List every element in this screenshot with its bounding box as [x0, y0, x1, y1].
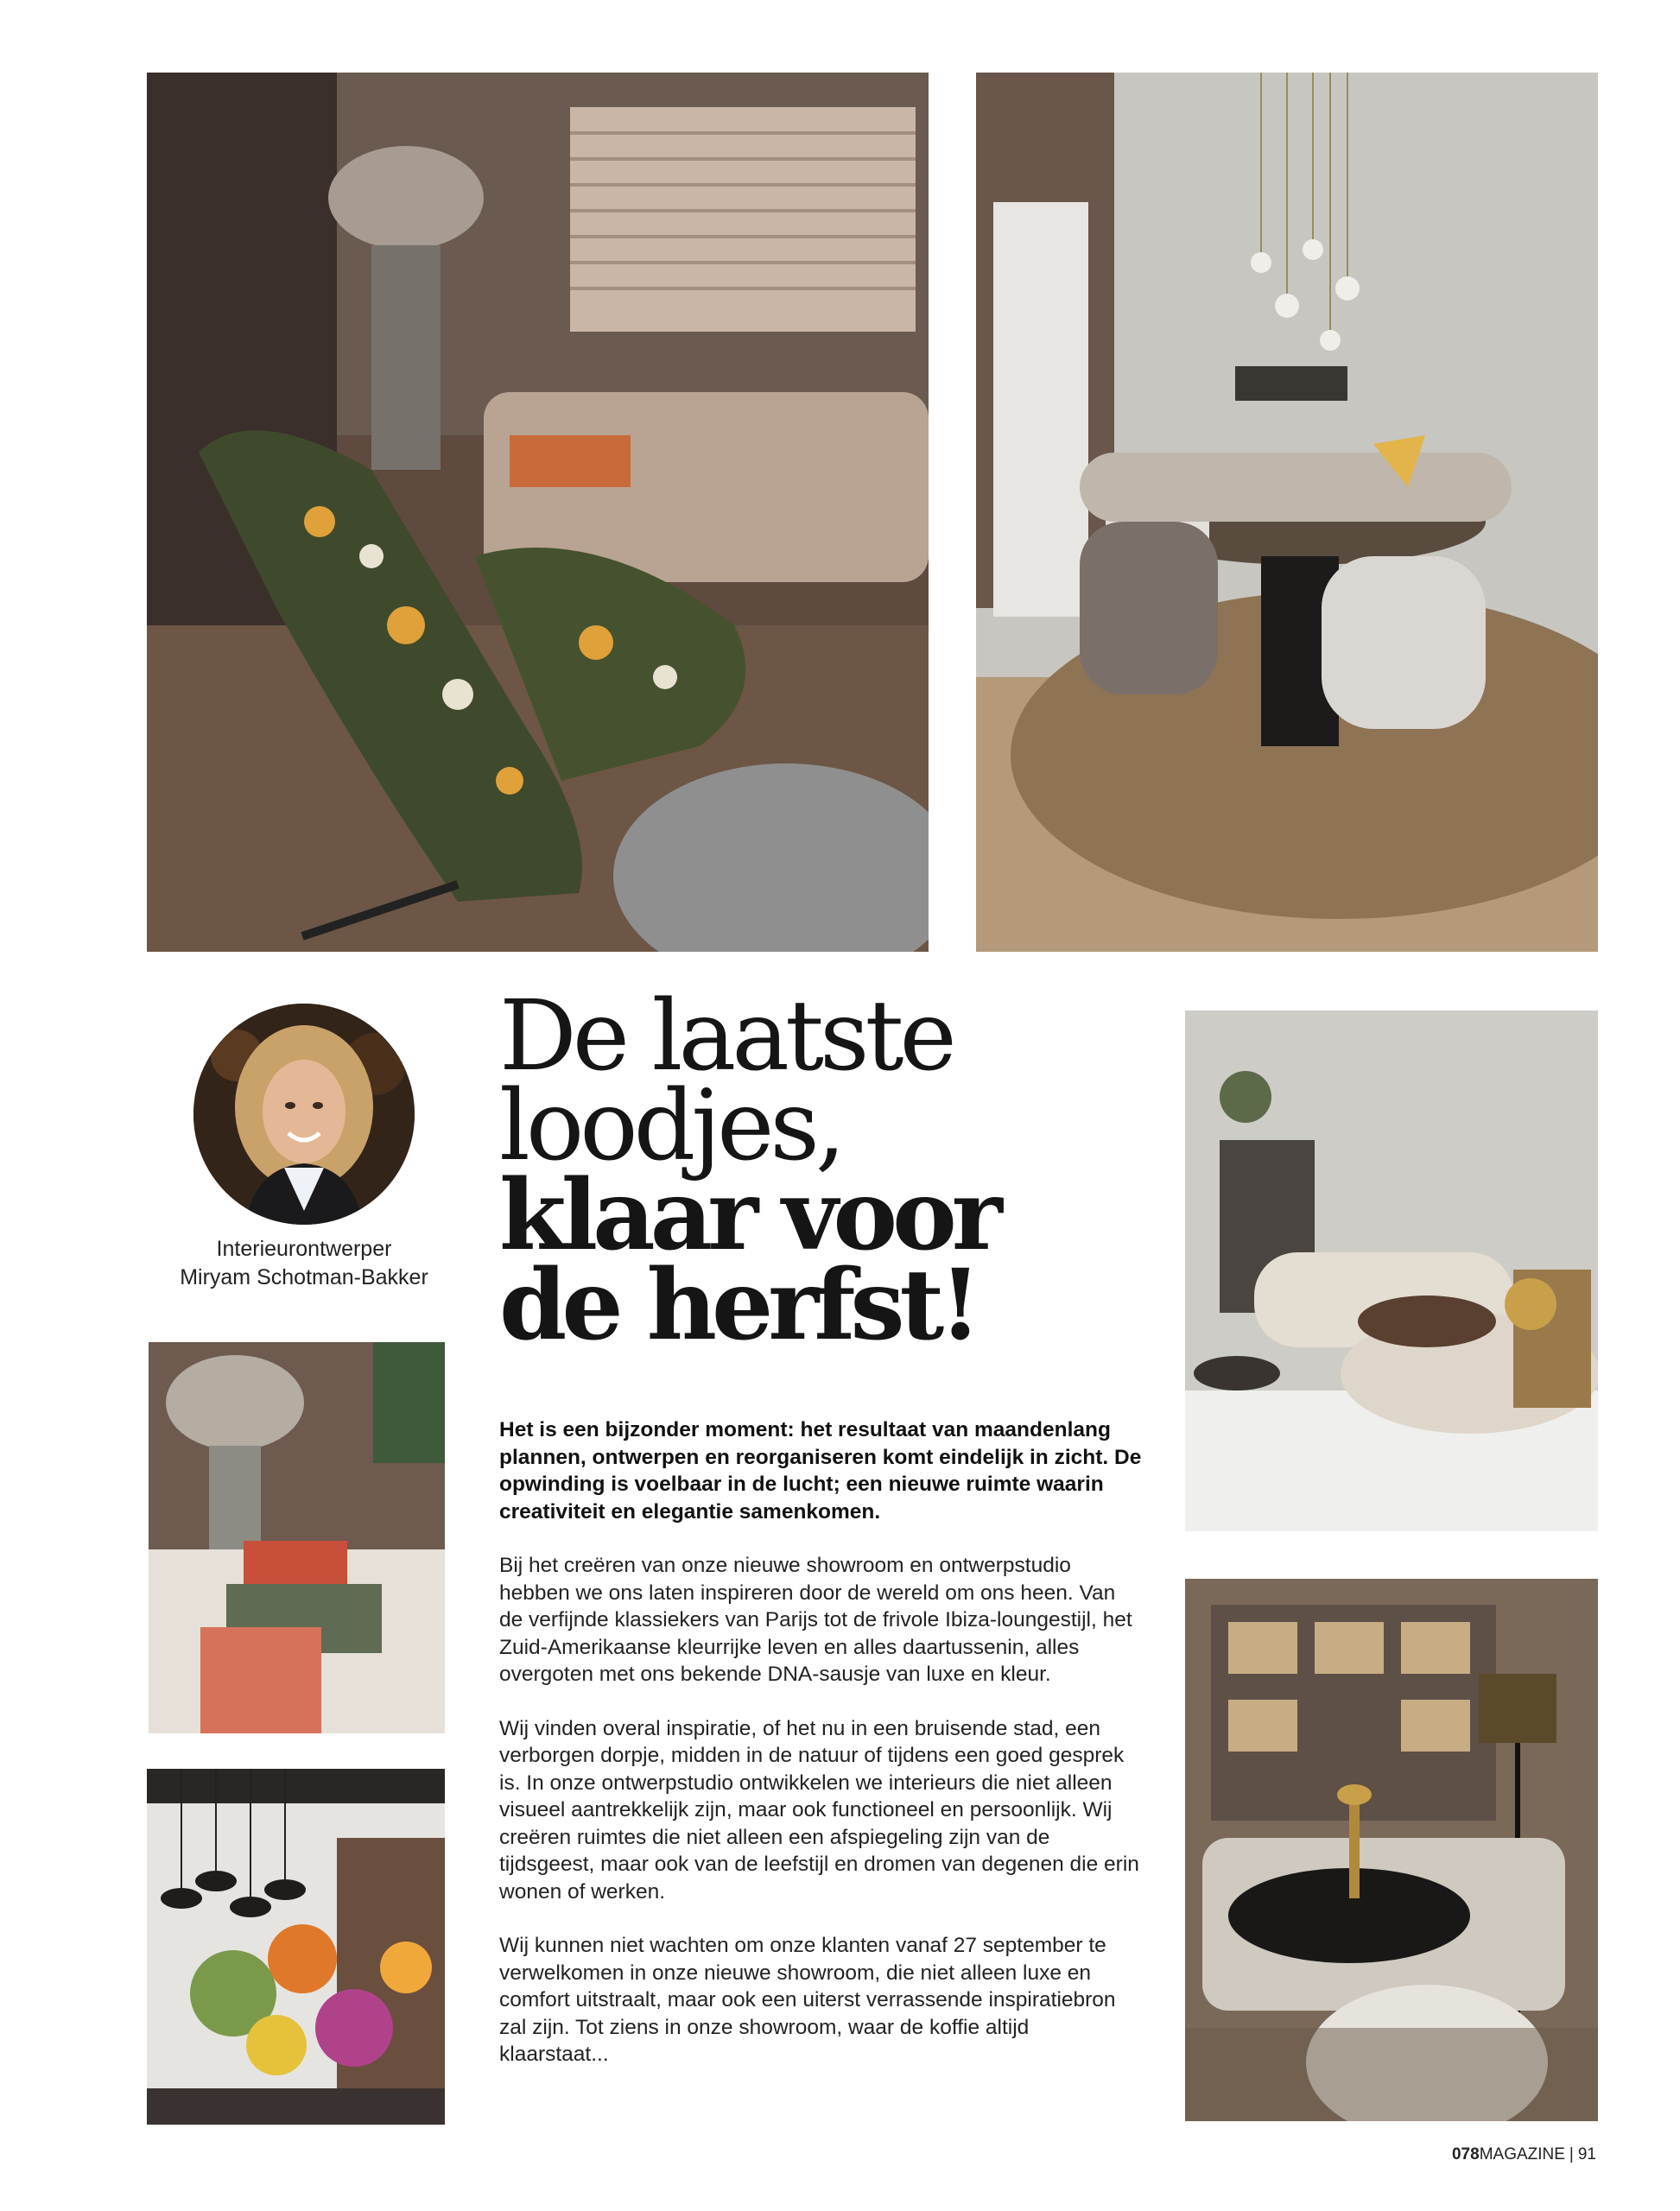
headline-line-2: loodjes, [499, 1070, 842, 1182]
portrait-caption [138, 1235, 470, 1292]
headline-line-1: De laatste [499, 980, 953, 1093]
article-headline [499, 980, 1156, 1362]
footer-separator: | [1569, 2145, 1574, 2163]
photo-cabinet-table [1185, 1579, 1598, 2121]
photo-floral-chair [147, 73, 929, 952]
portrait-caption-name: Miryam Schotman-Bakker [180, 1265, 428, 1289]
article-paragraph-2: Wij vinden overal inspiratie, of het nu in een bruisende stad, een verborgen dorpje, midden in de natuur of tijdens een goed gesprek is. In onze ontwerpstudio ontwikkelen we interieurs die niet alleen visueel aantrekkelijk zijn, maar ook functioneel en persoonlijk. Wij creëren ruimtes die niet alleen een afspiegeling zijn van de tijdsgeest, maar ook van de leefstijl en dromen van degenen die erin wonen of werken. [499, 1716, 1139, 1904]
article-intro: Het is een bijzonder moment: het resultaat van maandenlang plannen, ontwerpen en reorganiseren komt eindelijk in zicht. De opwinding is voelbaar in de lucht; een nieuwe ruimte waarin creativiteit en elegantie samenkomen. [499, 1418, 1142, 1524]
footer-magazine: MAGAZINE [1479, 2145, 1565, 2163]
article-paragraph-1: Bij het creëren van onze nieuwe showroom en ontwerpstudio hebben we ons laten inspireren door de wereld om ons heen. Van de verfijnde klassiekers van Parijs tot de frivole Ibiza-loungestijl, het Zuid-Amerikaanse kleurrijke leven en alles daartussenin, alles overgoten met ons bekende DNA-sausje van luxe en kleur. [499, 1554, 1132, 1686]
designer-portrait [193, 1004, 415, 1225]
article-paragraph-3: Wij kunnen niet wachten om onze klanten vanaf 27 september te verwelkomen in onze nieuwe showroom, die niet alleen luxe en comfort uitstraalt, maar ook een uiterst verrassende inspiratiebron zal zijn. Tot ziens in onze showroom, waar de koffie altijd klaarstaat... [499, 1934, 1116, 2066]
photo-lamp-cushions [149, 1342, 445, 1733]
portrait-caption-role: Interieurontwerper [216, 1237, 392, 1261]
headline-line-4: de herfst! [499, 1249, 977, 1362]
footer-brand: 078 [1451, 2145, 1480, 2163]
page-footer [1452, 2145, 1596, 2164]
photo-flowers-pendants [147, 1769, 445, 2125]
page-number: 91 [1577, 2145, 1596, 2163]
article-body [499, 1416, 1143, 2095]
photo-dining-room [976, 73, 1598, 952]
photo-curved-sofa-room [1185, 1010, 1598, 1531]
headline-line-3: klaar voor [499, 1159, 998, 1272]
